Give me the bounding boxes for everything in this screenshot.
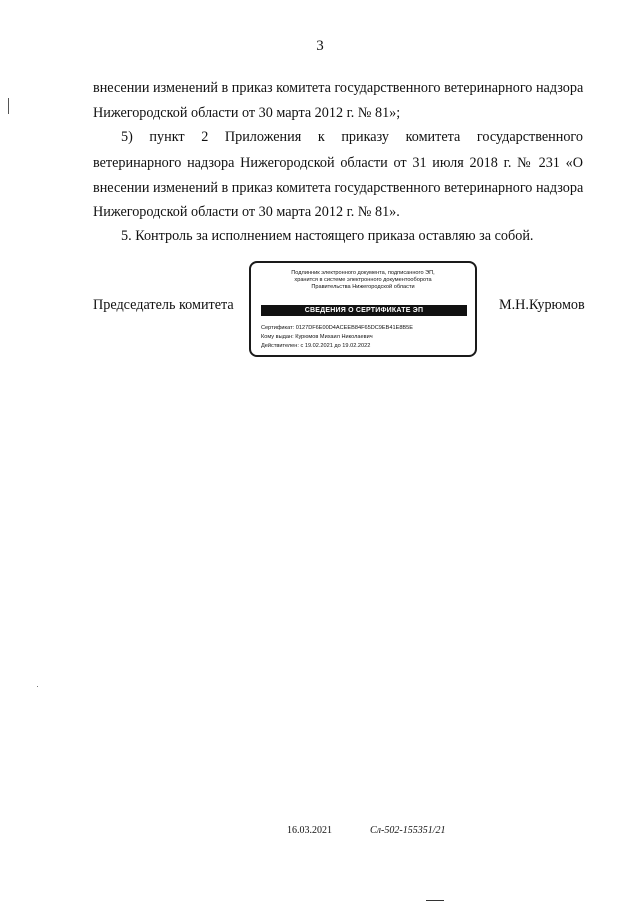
stamp-validity: Действителен: с 19.02.2021 до 19.02.2022 [261, 343, 371, 349]
stamp-certificate: Сертификат: 0127DF6E00D4ACEEB84F65DC9EB41E8B5E [261, 325, 414, 331]
page-number: 3 [316, 38, 324, 54]
stamp-header-line: Правительства Нижегородской области [311, 284, 415, 290]
text-line-1: внесении изменений в приказ комитета государственного ветеринарного надзора [93, 80, 584, 96]
stamp-issued-to: Кому выдан: Курюмов Михаил Николаевич [261, 334, 373, 340]
bottom-edge-mark [426, 900, 444, 901]
text-line-7: 5. Контроль за исполнением настоящего приказа оставляю за собой. [121, 228, 534, 244]
text-line-6: Нижегородской области от 30 марта 2012 г. № 81». [93, 204, 400, 220]
footer-date: 16.03.2021 [287, 825, 332, 836]
signatory-name: М.Н.Курюмов [499, 297, 585, 313]
margin-mark [8, 98, 9, 114]
stamp-title-bar: СВЕДЕНИЯ О СЕРТИФИКАТЕ ЭП [261, 305, 467, 316]
text-line-2: Нижегородской области от 30 марта 2012 г. № 81»; [93, 105, 401, 121]
stamp-header-line: хранится в системе электронного документооборота [294, 277, 432, 283]
stamp-header [251, 270, 475, 291]
stamp-header-line: Подлинник электронного документа, подписанного ЭП, [291, 270, 435, 276]
footer-doc-number: Сл-502-155351/21 [370, 825, 446, 836]
text-line-3: 5) пункт 2 Приложения к приказу комитета государственного [121, 129, 583, 145]
text-line-4: ветеринарного надзора Нижегородской области от 31 июля 2018 г. № 231 «О [93, 155, 583, 171]
text-line-5: внесении изменений в приказ комитета государственного ветеринарного надзора [93, 180, 584, 196]
e-signature-stamp [249, 261, 477, 357]
scan-speck [37, 686, 38, 687]
signatory-role: Председатель комитета [93, 297, 234, 313]
